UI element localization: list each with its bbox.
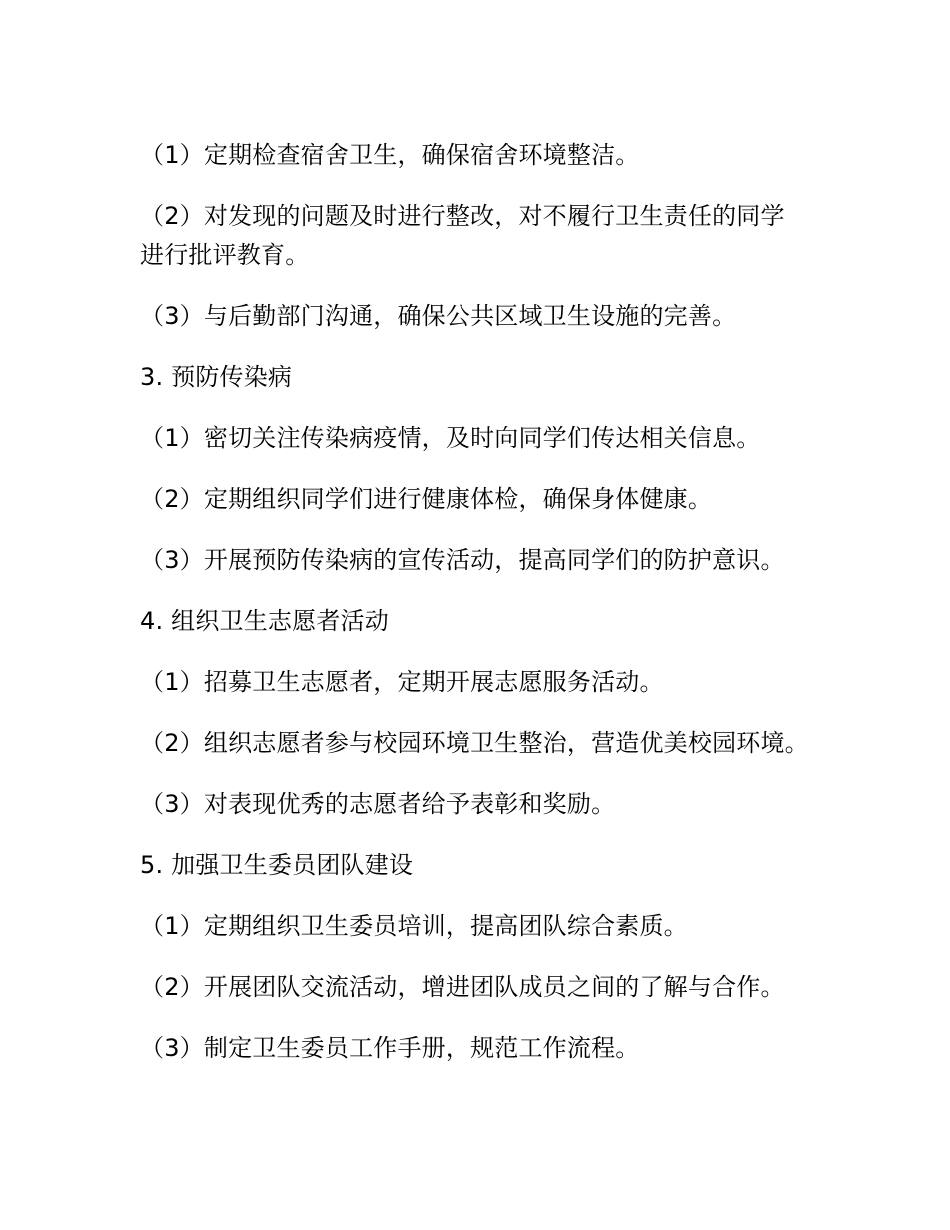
list-item: （3）对表现优秀的志愿者给予表彰和奖励。 — [140, 790, 616, 818]
list-item: （2）组织志愿者参与校园环境卫生整治，营造优美校园环境。 — [140, 729, 809, 757]
list-item: （3）开展预防传染病的宣传活动，提高同学们的防护意识。 — [140, 546, 785, 574]
list-item: （2）开展团队交流活动，增进团队成员之间的了解与合作。 — [140, 973, 785, 1001]
section-heading: 5. 加强卫生委员团队建设 — [140, 851, 414, 879]
list-item: （1）定期检查宿舍卫生，确保宿舍环境整洁。 — [140, 141, 640, 169]
list-item: （2）定期组织同学们进行健康体检，确保身体健康。 — [140, 485, 713, 513]
list-item: （3）与后勤部门沟通，确保公共区域卫生设施的完善。 — [140, 302, 737, 330]
list-item: （1）招募卫生志愿者，定期开展志愿服务活动。 — [140, 668, 664, 696]
list-item: （3）制定卫生委员工作手册，规范工作流程。 — [140, 1034, 640, 1062]
list-item: （2）对发现的问题及时进行整改，对不履行卫生责任的同学 — [140, 202, 785, 230]
section-heading: 3. 预防传染病 — [140, 363, 293, 391]
list-item: （1）密切关注传染病疫情，及时向同学们传达相关信息。 — [140, 424, 761, 452]
list-item: （1）定期组织卫生委员培训，提高团队综合素质。 — [140, 912, 688, 940]
section-heading: 4. 组织卫生志愿者活动 — [140, 607, 389, 635]
list-item-continuation: 进行批评教育。 — [140, 241, 310, 269]
